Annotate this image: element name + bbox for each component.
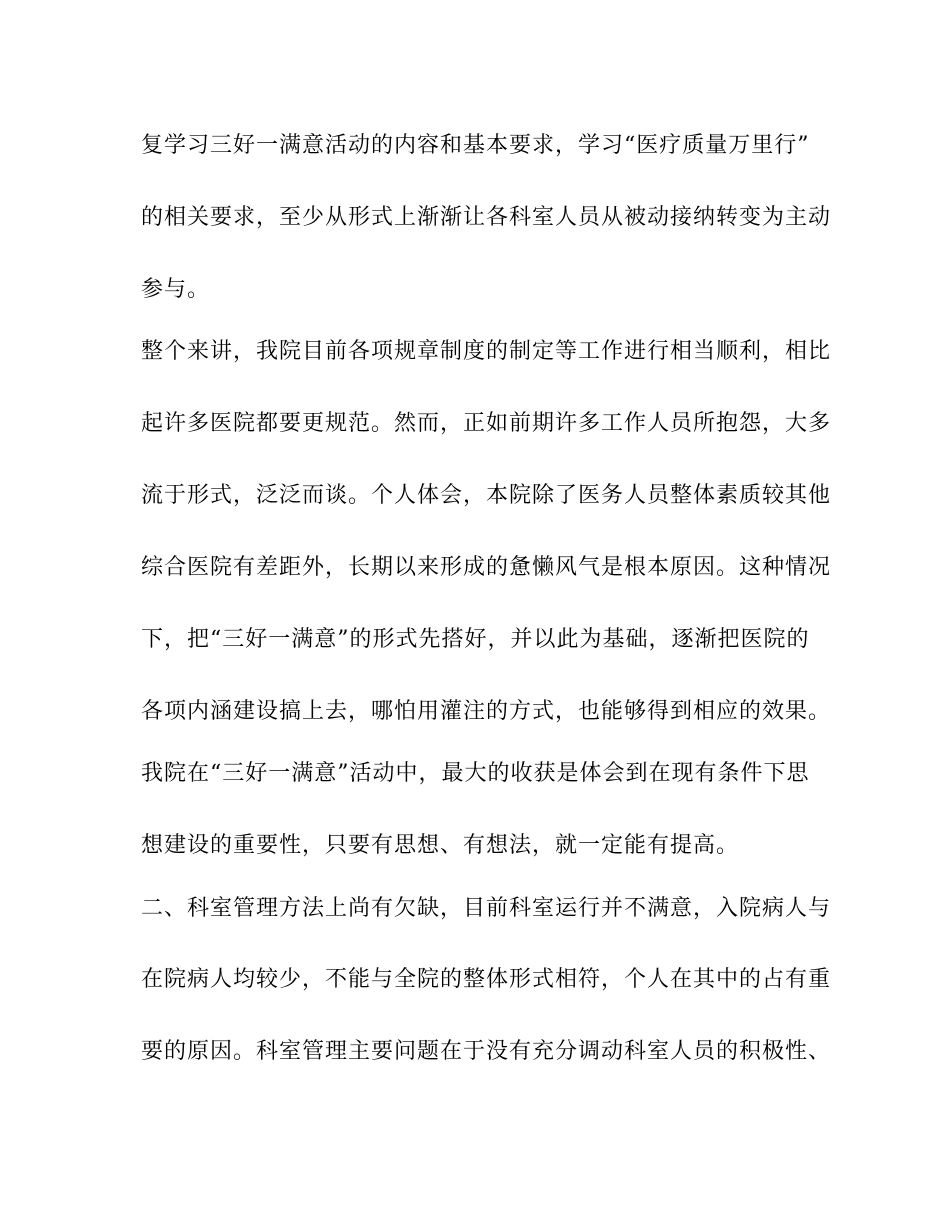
- text-line: 复学习三好一满意活动的内容和基本要求，学习“医疗质量万里行”: [141, 133, 810, 158]
- text-line: 想建设的重要性，只要有思想、有想法，就一定能有提高。: [141, 833, 740, 858]
- text-line: 二、科室管理方法上尚有欠缺，目前科室运行并不满意，入院病人与: [141, 896, 832, 921]
- text-line: 我院在“三好一满意”活动中，最大的收获是体会到在现有条件下思: [141, 761, 810, 786]
- text-line: 整个来讲，我院目前各项规章制度的制定等工作进行相当顺利，相比: [141, 339, 832, 364]
- text-line: 各项内涵建设搞上去，哪怕用灌注的方式，也能够得到相应的效果。: [141, 699, 832, 724]
- text-line: 在院病人均较少，不能与全院的整体形式相符，个人在其中的占有重: [141, 967, 832, 992]
- text-line: 流于形式，泛泛而谈。个人体会，本院除了医务人员整体素质较其他: [141, 483, 832, 508]
- text-line: 的相关要求，至少从形式上渐渐让各科室人员从被动接纳转变为主动: [141, 205, 832, 230]
- text-line: 综合医院有差距外，长期以来形成的惫懒风气是根本原因。这种情况: [141, 555, 832, 580]
- text-line: 起许多医院都要更规范。然而，正如前期许多工作人员所抱怨，大多: [141, 411, 832, 436]
- text-line: 要的原因。科室管理主要问题在于没有充分调动科室人员的积极性、: [141, 1039, 832, 1064]
- text-line: 参与。: [141, 277, 211, 302]
- text-line: 下，把“三好一满意”的形式先搭好，并以此为基础，逐渐把医院的: [141, 627, 810, 652]
